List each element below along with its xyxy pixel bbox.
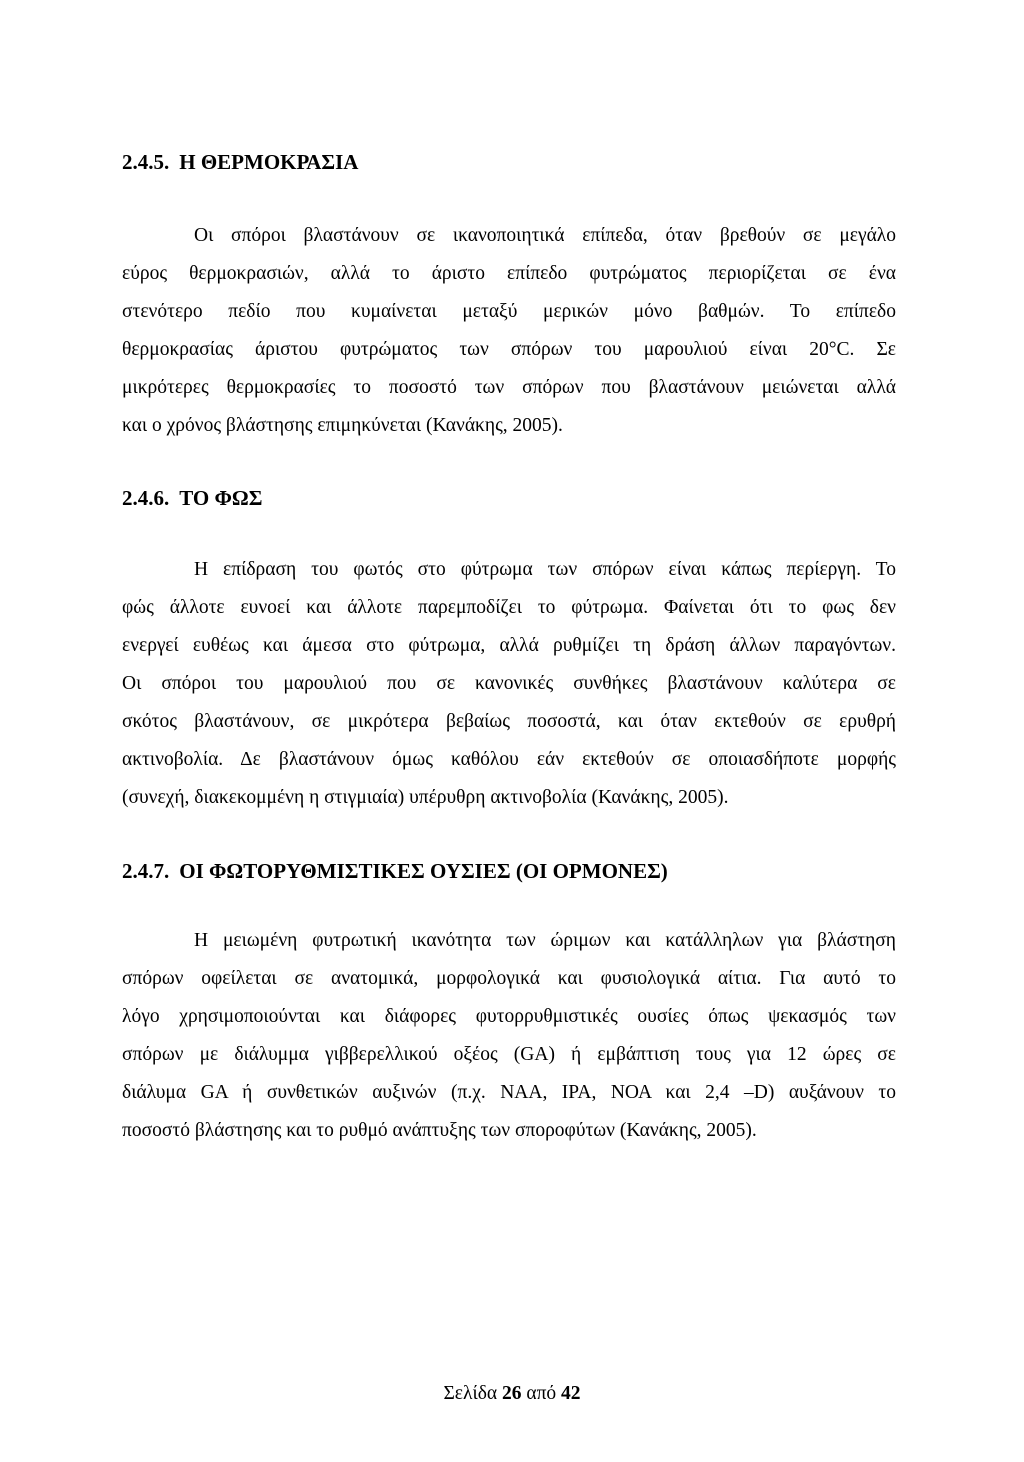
page-footer [0,1382,1024,1406]
paragraph-line: στενότερο πεδίο που κυμαίνεται μεταξύ μερικών μόνο βαθμών. Το επίπεδο [122,301,896,322]
paragraph-line: Η μειωμένη φυτρωτική ικανότητα των ώριμων και κατάλληλων για βλάστηση [194,930,896,951]
paragraph-line: ακτινοβολία. Δε βλαστάνουν όμως καθόλου εάν εκτεθούν σε οποιασδήποτε μορφής [122,749,896,770]
paragraph-line: φώς άλλοτε ευνοεί και άλλοτε παρεμποδίζει το φύτρωμα. Φαίνεται ότι το φως δεν [122,597,896,618]
paragraph-line: εύρος θερμοκρασιών, αλλά το άριστο επίπεδο φυτρώματος περιορίζεται σε ένα [122,263,896,284]
paragraph-line: και ο χρόνος βλάστησης επιμηκύνεται (Κανάκης, 2005). [122,415,563,436]
paragraph-line: (συνεχή, διακεκομμένη η στιγμιαία) υπέρυθρη ακτινοβολία (Κανάκης, 2005). [122,787,729,808]
footer-middle: από [526,1383,557,1404]
paragraph-line: Οι σπόροι βλαστάνουν σε ικανοποιητικά επίπεδα, όταν βρεθούν σε μεγάλο [194,225,896,246]
paragraph-line: Οι σπόροι του μαρουλιού που σε κανονικές συνθήκες βλαστάνουν καλύτερα σε [122,673,896,694]
section-heading-2-4-7 [122,859,668,883]
section-heading-2-4-5 [122,150,358,174]
paragraph-line: θερμοκρασίας άριστου φυτρώματος των σπόρων του μαρουλιού είναι 20°C. Σε [122,339,896,360]
paragraph-line: διάλυμα GA ή συνθετικών αυξινών (π.χ. ΝΑΑ, ΙΡΑ, ΝΟΑ και 2,4 –D) αυξάνουν το [122,1082,896,1103]
section-number: 2.4.7. [122,859,170,883]
paragraph-line: λόγο χρησιμοποιούνται και διάφορες φυτορρυθμιστικές ουσίες όπως ψεκασμός των [122,1006,896,1027]
section-title: ΤΟ ΦΩΣ [179,486,263,510]
paragraph-line: ενεργεί ευθέως και άμεσα στο φύτρωμα, αλλά ρυθμίζει τη δράση άλλων παραγόντων. [122,635,896,656]
paragraph-line: Η επίδραση του φωτός στο φύτρωμα των σπόρων είναι κάπως περίεργη. Το [194,559,896,580]
footer-total-pages: 42 [561,1383,581,1404]
paragraph-line: μικρότερες θερμοκρασίες το ποσοστό των σπόρων που βλαστάνουν μειώνεται αλλά [122,377,896,398]
paragraph-line: σκότος βλαστάνουν, σε μικρότερα βεβαίως ποσοστά, και όταν εκτεθούν σε ερυθρή [122,711,896,732]
footer-current-page: 26 [501,1383,522,1404]
paragraph-line: ποσοστό βλάστησης και το ρυθμό ανάπτυξης των σποροφύτων (Κανάκης, 2005). [122,1120,757,1141]
paragraph-line: σπόρων με διάλυμμα γιββερελλικού οξέος (GA) ή εμβάπτιση τους για 12 ώρες σε [122,1044,896,1065]
paragraph-line: σπόρων οφείλεται σε ανατομικά, μορφολογικά και φυσιολογικά αίτια. Για αυτό το [122,968,896,989]
footer-prefix: Σελίδα [443,1383,498,1404]
section-number: 2.4.5. [122,150,170,174]
section-number: 2.4.6. [122,486,170,510]
section-title: ΟΙ ΦΩΤΟΡΥΘΜΙΣΤΙΚΕΣ ΟΥΣΙΕΣ (ΟΙ ΟΡΜΟΝΕΣ) [179,859,668,883]
section-heading-2-4-6 [122,486,262,510]
section-title: Η ΘΕΡΜΟΚΡΑΣΙΑ [179,150,359,174]
